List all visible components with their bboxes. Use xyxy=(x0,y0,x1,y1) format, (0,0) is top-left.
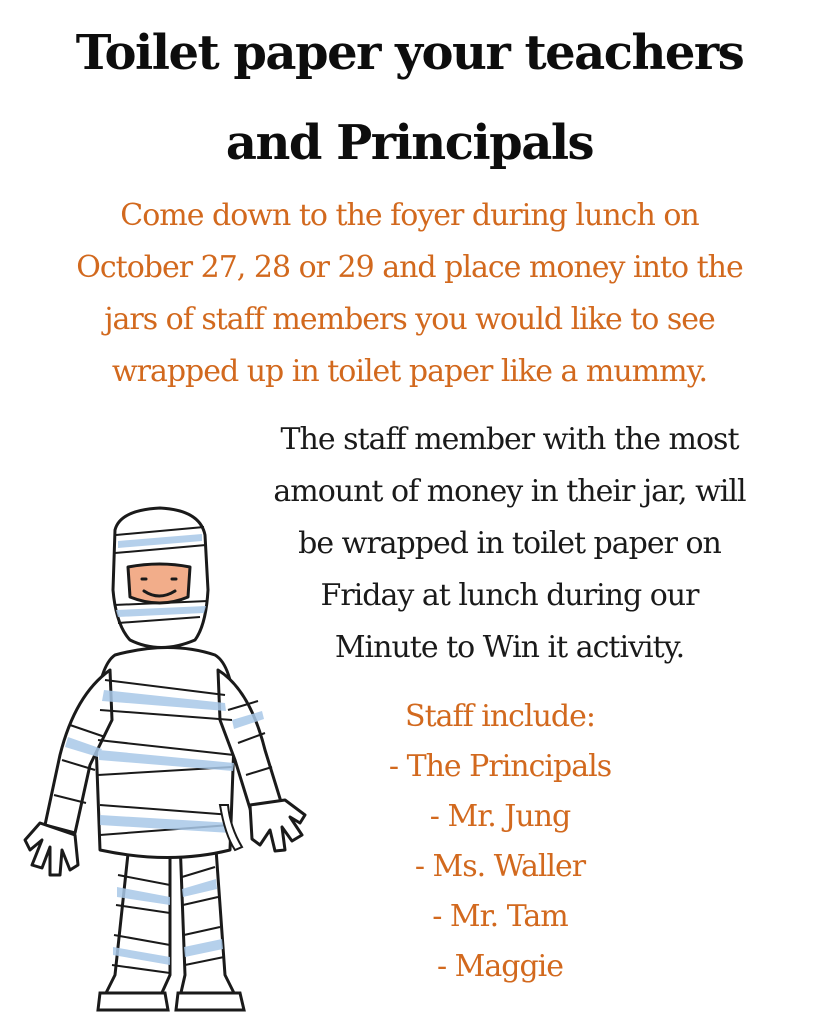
title-line-2: and Principals xyxy=(225,115,594,171)
details-line: Friday at lunch during our xyxy=(320,578,699,613)
staff-list xyxy=(290,692,710,992)
mummy-illustration xyxy=(20,505,320,1015)
staff-item: - Mr. Jung xyxy=(429,799,571,834)
details-line: The staff member with the most xyxy=(280,422,739,457)
title-line-1: Toilet paper your teachers xyxy=(75,25,744,81)
details-line: amount of money in their jar, will xyxy=(273,474,746,509)
staff-heading: Staff include: xyxy=(405,699,595,734)
intro-line: Come down to the foyer during lunch on xyxy=(120,198,699,233)
details-line: be wrapped in toilet paper on xyxy=(298,526,721,561)
staff-item: - Mr. Tam xyxy=(432,899,568,934)
staff-item: - Maggie xyxy=(436,949,564,984)
staff-item: - The Principals xyxy=(388,749,612,784)
intro-line: wrapped up in toilet paper like a mummy. xyxy=(111,354,708,389)
flyer-title xyxy=(0,8,819,188)
intro-line: October 27, 28 or 29 and place money into the xyxy=(76,250,743,285)
staff-item: - Ms. Waller xyxy=(414,849,586,884)
intro-line: jars of staff members you would like to see xyxy=(104,302,715,337)
details-line: Minute to Win it activity. xyxy=(334,630,685,665)
intro-paragraph xyxy=(0,190,819,398)
